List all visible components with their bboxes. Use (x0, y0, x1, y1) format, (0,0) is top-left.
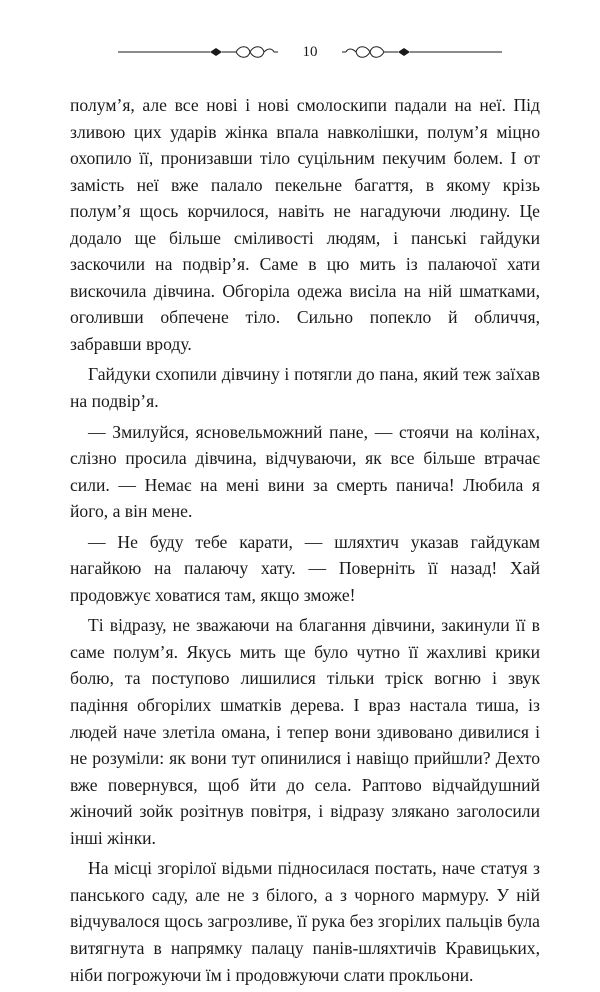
paragraph: На місці згорілої відьми підносилася постать, наче статуя з панського саду, але не з білого, а з чорного мармуру. У ній відчувалося щось загрозливе, її рука без згорілих пальців була витягнута в напрямку палацу панів-шляхтичів Кравицьких, ніби погрожуючи їм і продовжуючи слати прокльони. (70, 858, 540, 985)
paragraph: Ті відразу, не зважаючи на благання дівчини, закинули її в саме полум’я. Якусь мить ще було чутно її жахливі крики болю, та поступово лишилися тільки тріск вогню і звук падіння обгорілих шматків дерева. І враз настала тиша, із людей наче злетіла омана, і тепер вони здивовано дивилися і не розуміли: як вони тут опинилися і навіщо прийшли? Дехто вже повернувся, щоб йти до села. Раптово відчайдушний жіночий зойк розітнув повітря, і відразу злякано заголосили інші жінки. (70, 615, 540, 848)
page-number: 10 (302, 44, 318, 60)
paragraph: полум’я, але все нові і нові смолоскипи падали на неї. Під зливою цих ударів жінка впала навколішки, полум’я міцно охопило її, пронизавши тіло суцільним пекучим болем. І от замість неї вже палало пекельне багаття, в якому крізь полум’я щось корчилося, навіть не нагадуючи людину. Це додало ще більше сміливості людям, і панські гайдуки заскочили на подвір’я. Саме в цю мить із палаючої хати вискочила дівчина. Обгоріла одежа висіла на ній шматками, оголивши обпечене тіло. Сильно попекло й обличчя, забравши вроду. (70, 95, 540, 354)
paragraph: — Змилуйся, ясновельможний пане, — стоячи на колінах, слізно просила дівчина, відчуваючи, як все більше втрачає сили. — Немає на мені вини за смерть панича! Любила я його, а він мене. (70, 421, 540, 522)
paragraph: — Не буду тебе карати, — шляхтич указав гайдукам нагайкою на палаючу хату. — Поверніть її назад! Хай продовжує ховатися там, якщо зможе! (70, 531, 540, 605)
paragraph: Гайдуки схопили дівчину і потягли до пана, який теж заїхав на подвір’я. (70, 364, 540, 412)
body-text (70, 92, 540, 992)
page-header (118, 40, 502, 66)
